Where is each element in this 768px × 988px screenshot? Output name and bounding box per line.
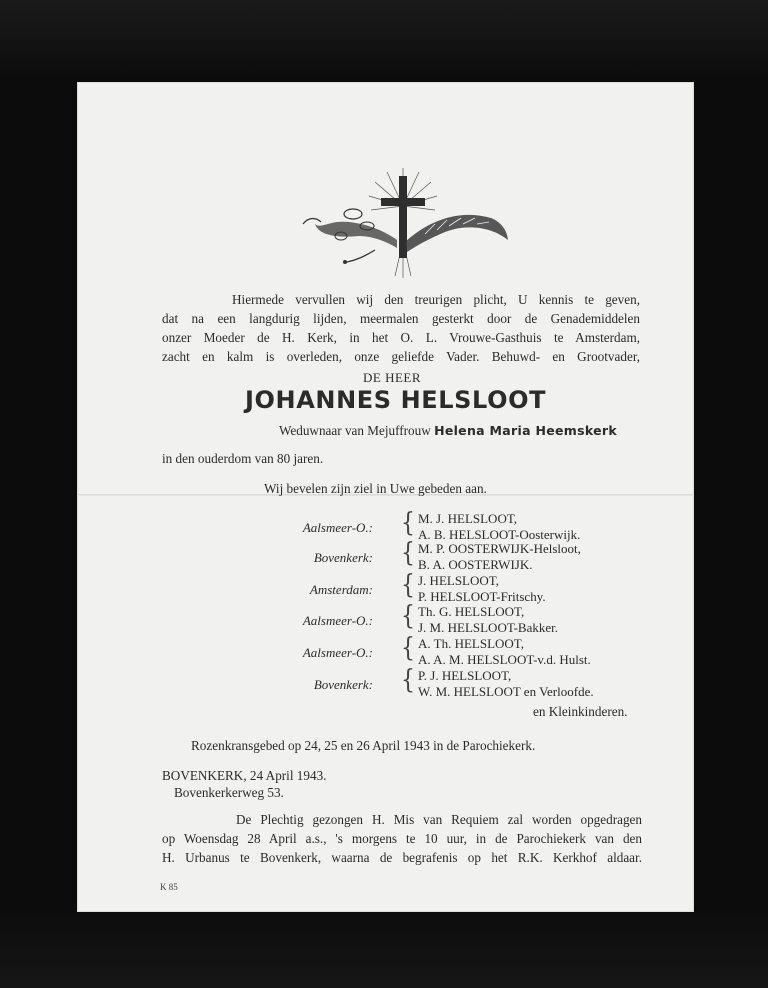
honorific: DE HEER: [363, 370, 422, 385]
grandchildren-line: en Kleinkinderen.: [533, 704, 628, 719]
printer-code: K 85: [160, 882, 178, 892]
brace: {: [401, 538, 415, 569]
family-member: A. Th. HELSLOOT,: [418, 636, 525, 651]
family-member: Th. G. HELSLOOT,: [418, 604, 525, 619]
family-place: Bovenkerk:: [313, 550, 373, 565]
announcement-line: zacht en kalm is overleden, onze geliefde Vader. Behuwd- en Grootvader,: [162, 349, 640, 364]
family-member: W. M. HELSLOOT en Verloofde.: [418, 684, 594, 699]
announcement-line: dat na een langdurig lijden, meermalen gesterkt door de Genademiddelen: [162, 311, 640, 326]
family-member: P. J. HELSLOOT,: [418, 668, 512, 683]
place-and-date: BOVENKERK, 24 April 1943.: [162, 768, 327, 783]
commend-line: Wij bevelen zijn ziel in Uwe gebeden aan.: [264, 481, 487, 496]
family-place: Aalsmeer-O.:: [302, 613, 373, 628]
address: Bovenkerkerweg 53.: [174, 785, 284, 800]
family-member: J. M. HELSLOOT-Bakker.: [418, 620, 558, 635]
family-place: Aalsmeer-O.:: [302, 645, 373, 660]
family-place: Amsterdam:: [309, 582, 373, 597]
family-member: M. P. OOSTERWIJK-Helsloot,: [418, 541, 581, 556]
family-member: A. B. HELSLOOT-Oosterwijk.: [418, 527, 581, 542]
brace: {: [401, 633, 415, 664]
brace: {: [401, 570, 415, 601]
widower-line: [279, 421, 617, 440]
family-member: A. A. M. HELSLOOT-v.d. Hulst.: [418, 652, 591, 667]
deceased-name: JOHANNES HELSLOOT: [245, 386, 547, 414]
family-member: B. A. OOSTERWIJK.: [418, 557, 533, 572]
widower-prefix: Weduwnaar van Mejuffrouw: [279, 423, 431, 438]
family-member: J. HELSLOOT,: [418, 573, 500, 588]
requiem-mass-paragraph: [162, 810, 642, 867]
mass-line: H. Urbanus te Bovenkerk, waarna de begrafenis op het R.K. Kerkhof aldaar.: [162, 850, 642, 865]
family-member: M. J. HELSLOOT,: [418, 511, 518, 526]
age-line: in den ouderdom van 80 jaren.: [162, 451, 324, 466]
brace: {: [401, 601, 415, 632]
mass-line: op Woensdag 28 April a.s., 's morgens te 10 uur, in de Parochiekerk van den: [162, 831, 642, 846]
announcement-paragraph: [162, 290, 640, 366]
brace: {: [401, 508, 415, 539]
announcement-line: Hiermede vervullen wij den treurigen plicht, U kennis te geven,: [232, 292, 640, 307]
family-member: P. HELSLOOT-Fritschy.: [418, 589, 546, 604]
announcement-line: onzer Moeder de H. Kerk, in het O. L. Vrouwe-Gasthuis te Amsterdam,: [162, 330, 640, 345]
rosary-line: Rozenkransgebed op 24, 25 en 26 April 1943 in de Parochiekerk.: [191, 738, 536, 753]
brace: {: [401, 665, 415, 696]
cross-with-palm-and-lily-emblem: [295, 166, 510, 282]
spouse-name: Helena Maria Heemskerk: [434, 423, 617, 438]
family-place: Bovenkerk:: [313, 677, 373, 692]
mass-line: De Plechtig gezongen H. Mis van Requiem zal worden opgedragen: [236, 812, 642, 827]
family-place: Aalsmeer-O.:: [302, 520, 373, 535]
